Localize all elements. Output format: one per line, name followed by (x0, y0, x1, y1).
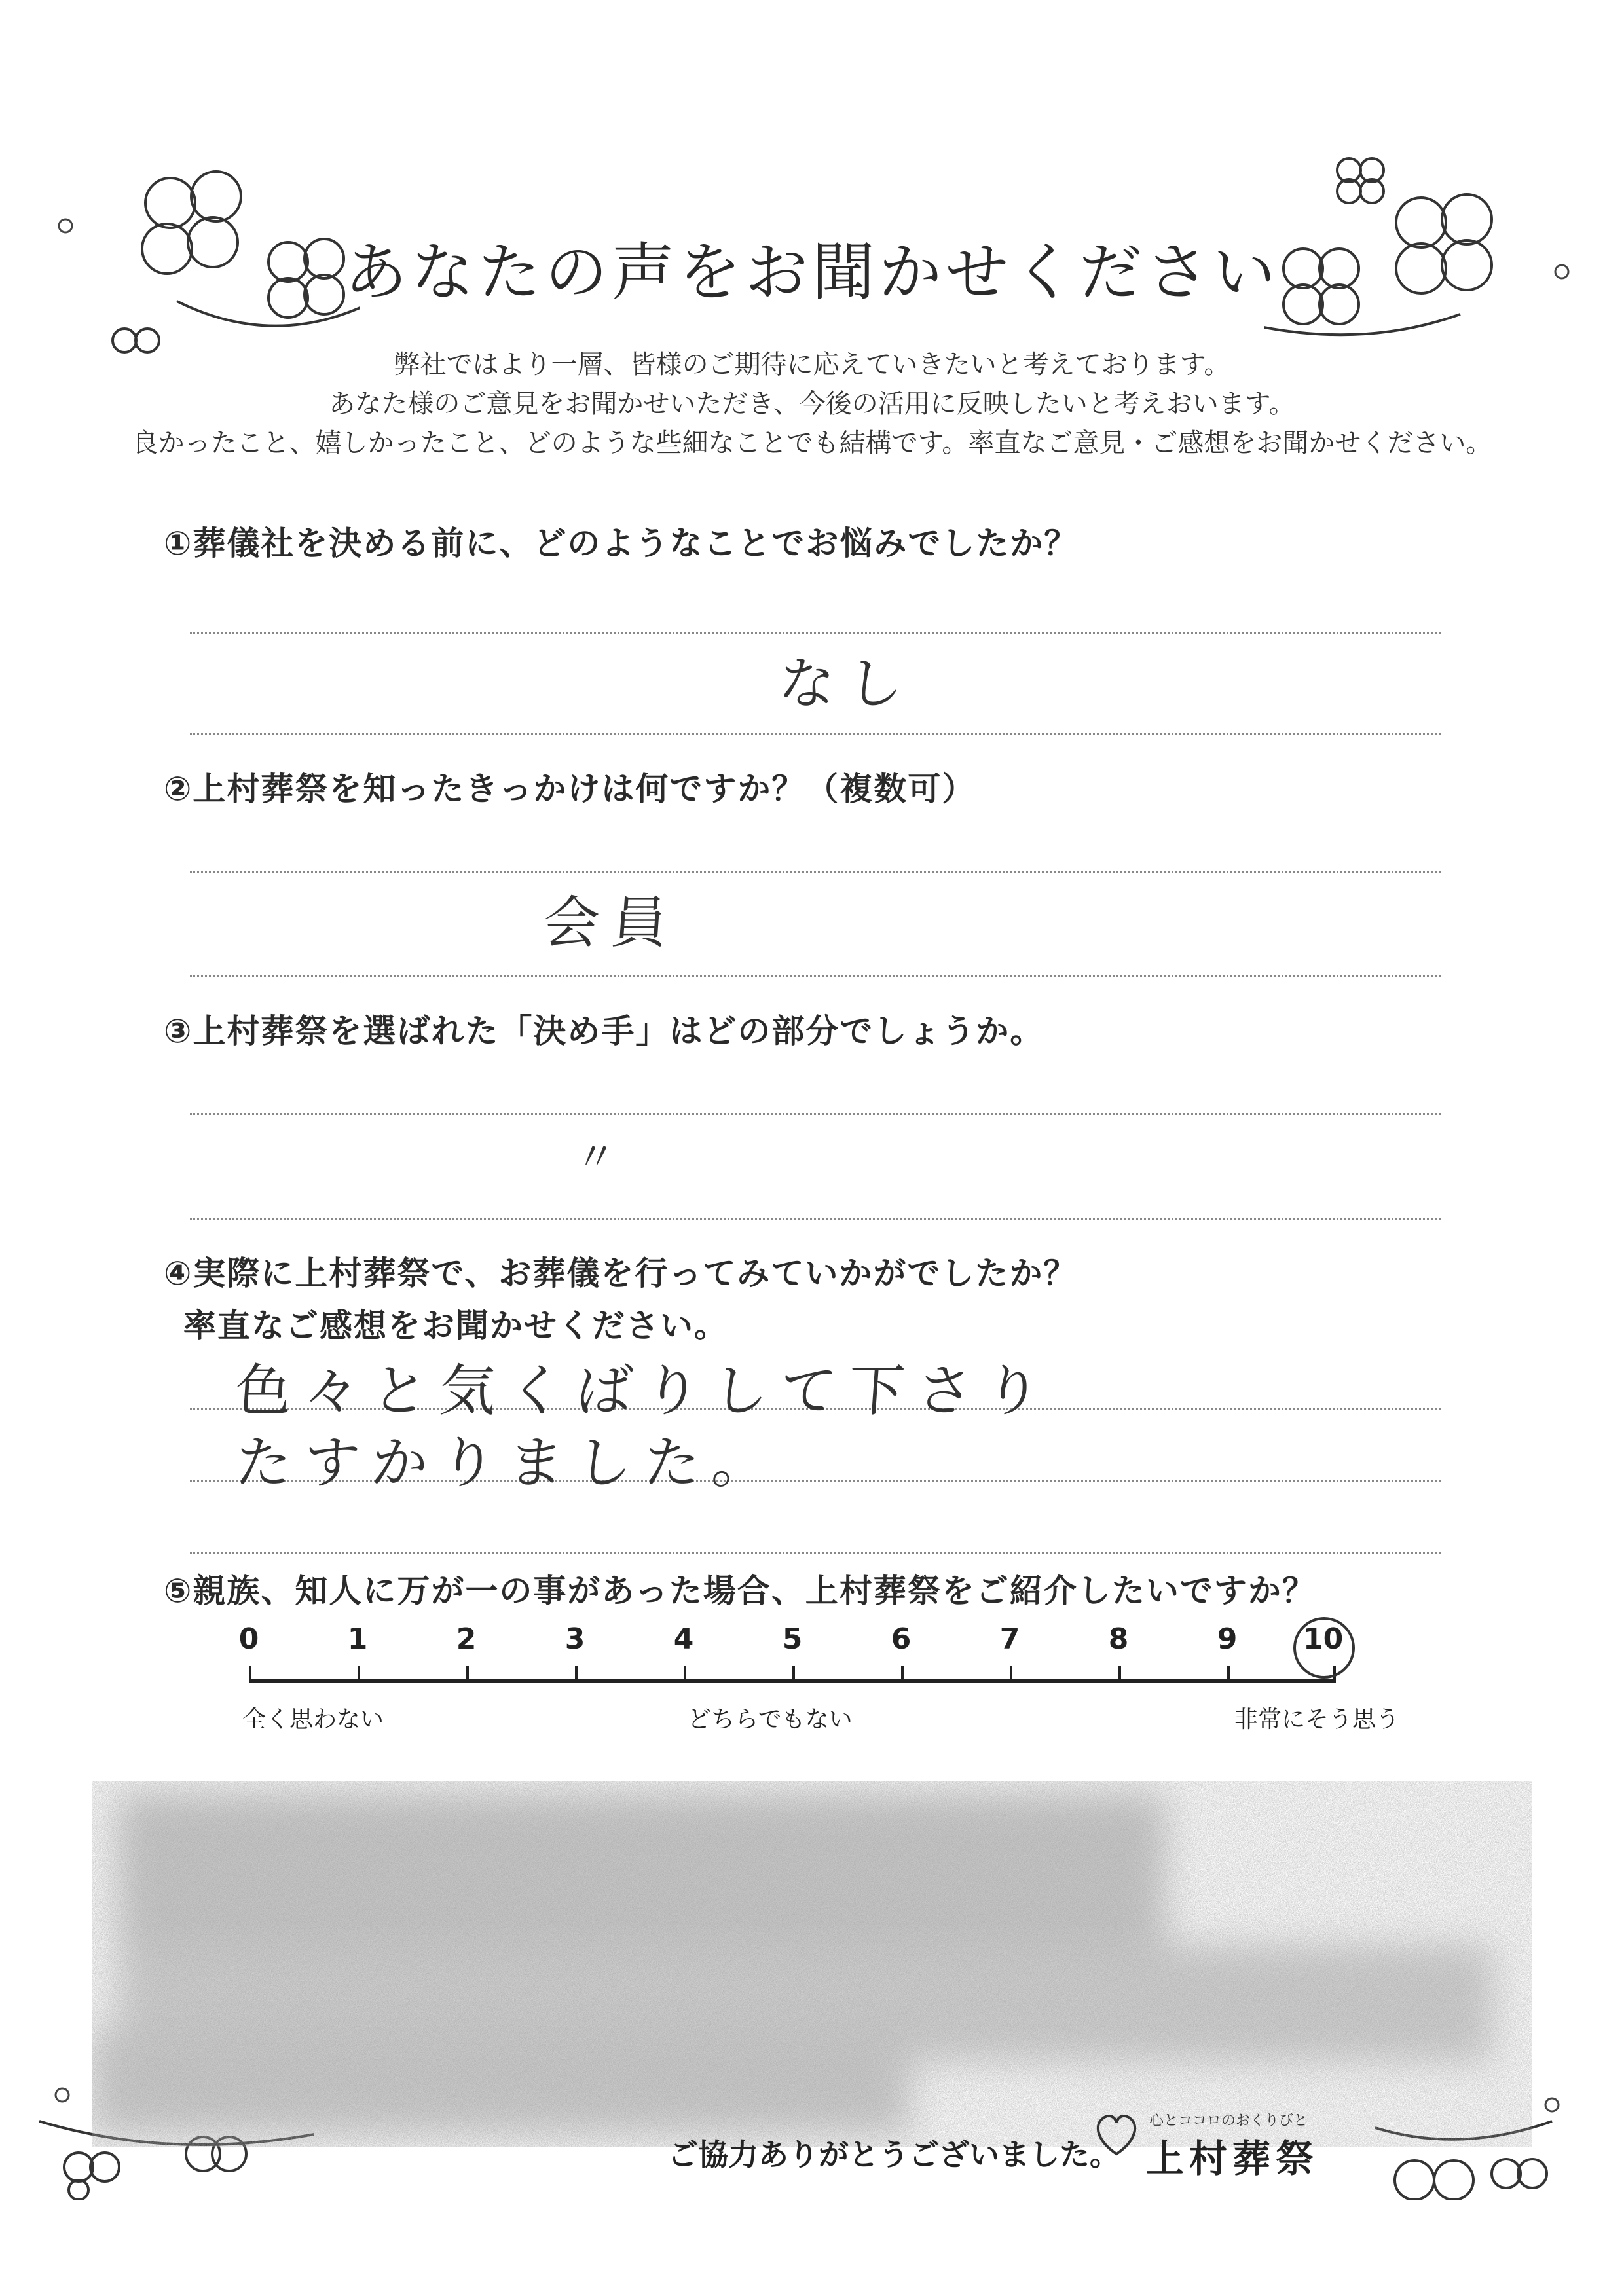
heart-logo-icon (1090, 2108, 1143, 2160)
scale-number: 9 (1217, 1622, 1238, 1656)
brand-tagline: 心とココロのおくりびと (1149, 2113, 1308, 2129)
decorative-dot (52, 2085, 72, 2105)
decorative-dot (1552, 262, 1572, 282)
decorative-dot (1542, 2095, 1562, 2115)
scale-label-high: 非常にそう思う (1234, 1706, 1400, 1733)
answer-line (190, 733, 1441, 735)
answer-4-handwritten-line-1: 色々と気くばりして下さり (232, 1358, 1055, 1424)
answer-4-handwritten-line-2: たすかりました。 (232, 1430, 783, 1496)
question-4-line-1: ④実際に上村葬祭で、お葬儀を行ってみていかがでしたか？ (164, 1254, 1078, 1292)
question-5: ⑤親族、知人に万が一の事があった場合、上村葬祭をご紹介したいですか？ (164, 1572, 1316, 1610)
answer-line (190, 871, 1441, 873)
answer-1-handwritten: なし (776, 651, 917, 717)
scale-label-low: 全く思わない (242, 1706, 384, 1733)
answer-2-handwritten: 会員 (540, 890, 682, 956)
question-1: ①葬儀社を決める前に、どのようなことでお悩みでしたか？ (164, 524, 1079, 562)
intro-line-2: あなた様のご意見をお聞かせいただき、今後の活用に反映したいと考えおいます。 (329, 389, 1295, 419)
scale-number: 7 (999, 1622, 1020, 1656)
intro-line-3: 良かったこと、嬉しかったこと、どのような些細なことでも結構です。率直なご意見・ご感想をお聞かせください。 (132, 428, 1492, 458)
footer-thanks: ご協力ありがとうございました。 (668, 2137, 1120, 2172)
answer-line (190, 1552, 1441, 1554)
question-4-line-2: 率直なご感想をお聞かせください。 (183, 1307, 728, 1345)
answer-3-handwritten: 〃 (574, 1135, 629, 1180)
scale-label-mid: どちらでもない (688, 1706, 853, 1733)
selected-rating-circle (1293, 1617, 1355, 1679)
scale-number: 10 (1303, 1622, 1344, 1656)
scale-number: 0 (238, 1622, 259, 1656)
scale-number: 2 (456, 1622, 477, 1656)
scale-number: 3 (564, 1622, 585, 1656)
answer-line (190, 1113, 1441, 1115)
scale-number: 1 (347, 1622, 368, 1656)
question-2: ②上村葬祭を知ったきっかけは何ですか？（複数可） (164, 770, 976, 808)
question-3: ③上村葬祭を選ばれた「決め手」はどの部分でしょうか。 (164, 1012, 1044, 1050)
decorative-dot (56, 216, 75, 236)
answer-line (190, 1218, 1441, 1220)
intro-line-1: 弊社ではより一層、皆様のご期待に応えていきたいと考えております。 (394, 350, 1230, 380)
scale-number: 4 (673, 1622, 694, 1656)
answer-line (190, 975, 1441, 977)
scale-number: 5 (782, 1622, 803, 1656)
scale-line (249, 1679, 1336, 1683)
brand-name: 上村葬祭 (1146, 2136, 1320, 2181)
page-title: あなたの声をお聞かせください (344, 236, 1280, 309)
answer-line (190, 632, 1441, 634)
scale-number: 6 (891, 1622, 912, 1656)
scale-number: 8 (1108, 1622, 1129, 1656)
redacted-area (92, 1781, 1532, 2147)
